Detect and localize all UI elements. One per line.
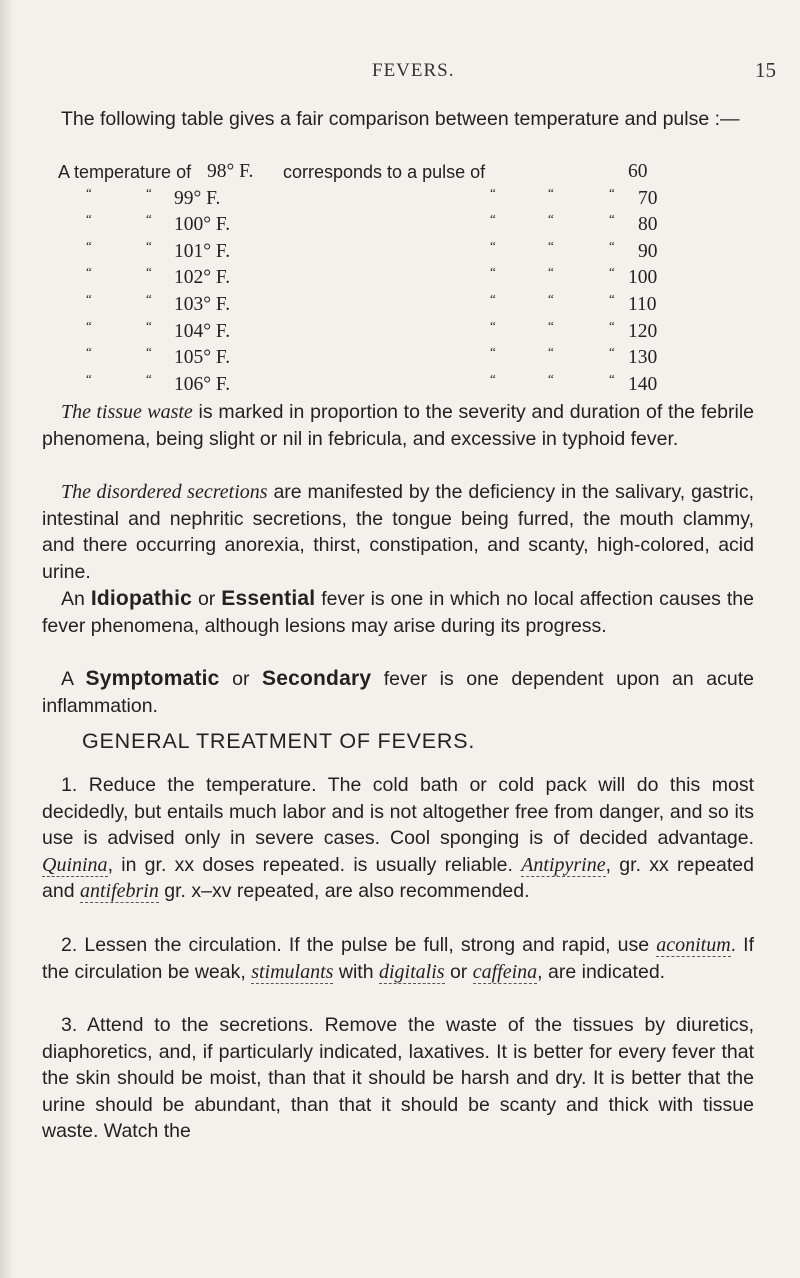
row-pulse: 100 (628, 267, 658, 289)
essential-term: Essential (221, 587, 316, 610)
item1-text-b: , in gr. xx doses repeated. is usually reliable. (107, 853, 522, 876)
ditto-mark: “ (609, 290, 615, 306)
table-row (58, 319, 763, 346)
item2-text-d: or (444, 960, 473, 983)
running-head (0, 58, 800, 88)
item1-text-d: gr. x–xv repeated, are also recommended. (158, 880, 530, 902)
ditto-mark: “ (490, 290, 496, 306)
intro-paragraph: The following table gives a fair comparison between temperature and pulse :— (61, 108, 740, 130)
drug-caffeina: caffeina (472, 960, 538, 983)
row-pulse: 120 (628, 320, 658, 342)
tissue-waste-text: is marked in proportion to the severity and duration of the febrile phenomena, being slight or nil in febricula, and excessive in typhoid fever. (42, 401, 754, 450)
row-temperature: 103° F. (174, 293, 231, 315)
ditto-mark: “ (146, 264, 152, 280)
ditto-mark: “ (609, 211, 615, 227)
ditto-mark: “ (609, 317, 615, 333)
ditto-mark: “ (86, 237, 92, 253)
ditto-mark: “ (548, 211, 554, 227)
secondary-term: Secondary (262, 667, 372, 690)
ditto-mark: “ (86, 370, 92, 386)
section-heading: GENERAL TREATMENT OF FEVERS. (82, 729, 476, 753)
ditto-mark: “ (548, 184, 554, 200)
secretions-term: The disordered secretions (61, 481, 268, 503)
row-pulse: 60 (628, 161, 648, 182)
table-row (58, 345, 763, 372)
drug-digitalis: digitalis (378, 960, 445, 983)
ditto-mark: “ (490, 370, 496, 386)
item1-text-c: , gr. xx repeated and (42, 853, 754, 902)
ditto-mark: “ (146, 237, 152, 253)
table-row (58, 372, 763, 399)
page-number: 15 (755, 58, 776, 82)
ditto-mark: “ (548, 344, 554, 360)
row-pulse: 70 (638, 187, 658, 209)
row-temperature: 100° F. (174, 214, 231, 236)
ditto-mark: “ (146, 317, 152, 333)
secretions-text: are manifested by the deficiency in the salivary, gastric, intestinal and nephritic secretions, the tongue being furred, the mouth clammy, and there occurring anorexia, thirst, constipation, and scanty, high-colored, acid urine. (42, 481, 754, 583)
row-corresponds-text: corresponds to a pulse of (283, 162, 486, 182)
item2-text-c: with (333, 960, 379, 983)
symptomatic-paragraph (42, 666, 754, 719)
idiopathic-paragraph (42, 586, 754, 639)
ditto-mark: “ (490, 264, 496, 280)
ditto-mark: “ (86, 184, 92, 200)
row-temperature: 98° F. (207, 161, 254, 182)
treatment-item-1 (42, 772, 754, 905)
ditto-mark: “ (548, 290, 554, 306)
ditto-mark: “ (548, 317, 554, 333)
row-temperature: 101° F. (174, 240, 231, 262)
item2-text-a: 2. Lessen the circulation. If the pulse be full, strong and rapid, use (61, 934, 657, 956)
row-pulse: 80 (638, 214, 658, 236)
table-row (58, 159, 763, 186)
symptomatic-term: Symptomatic (85, 667, 220, 690)
ditto-mark: “ (146, 344, 152, 360)
ditto-mark: “ (548, 264, 554, 280)
symptomatic-prefix: A (61, 668, 86, 690)
row-temperature: 106° F. (174, 373, 231, 395)
row-temperature: 102° F. (174, 267, 231, 289)
item1-text-a: 1. Reduce the temperature. The cold bath or cold pack will do this most decidedly, but entails much labor and is not altogether free from danger, and so its use is advised only in severe cases. Cool sponging is of decided advantage. (42, 774, 754, 849)
item2-text-b: . If the circulation be weak, (42, 934, 755, 983)
ditto-mark: “ (609, 237, 615, 253)
row-pulse: 140 (628, 373, 658, 395)
drug-aconitum: aconitum (656, 934, 731, 956)
tissue-waste-paragraph (42, 399, 754, 452)
ditto-mark: “ (490, 184, 496, 200)
item2-text-e: , are indicated. (537, 960, 666, 983)
idiopathic-term: Idiopathic (90, 587, 192, 610)
table-row (58, 292, 763, 319)
ditto-mark: “ (146, 184, 152, 200)
row-pulse: 90 (638, 240, 658, 262)
ditto-mark: “ (86, 290, 92, 306)
table-row (58, 186, 763, 213)
ditto-mark: “ (609, 344, 615, 360)
ditto-mark: “ (490, 211, 496, 227)
ditto-mark: “ (490, 317, 496, 333)
ditto-mark: “ (146, 290, 152, 306)
idiopathic-or: or (192, 588, 222, 610)
ditto-mark: “ (609, 184, 615, 200)
ditto-mark: “ (548, 370, 554, 386)
treatment-item-3: 3. Attend to the secretions. Remove the waste of the tissues by diuretics, diaphoretics, and, if particularly indicated, laxatives. It is better for every fever that the skin should be moist, than that it should be harsh and dry. It is better that the urine should be abundant, than that it should be scanty and thick with tissue waste. Watch the (42, 1014, 754, 1142)
row-pulse: 110 (628, 293, 657, 315)
ditto-mark: “ (146, 211, 152, 227)
drug-quinina: Quinina (42, 853, 108, 876)
drug-antifebrin: antifebrin (79, 880, 159, 902)
ditto-mark: “ (548, 237, 554, 253)
table-row (58, 239, 763, 266)
ditto-mark: “ (86, 211, 92, 227)
treatment-item-2 (42, 932, 754, 985)
temperature-pulse-table (58, 159, 763, 398)
table-row (58, 212, 763, 239)
idiopathic-text: fever is one in which no local affection causes the fever phenomena, although lesions may arise during its progress. (42, 588, 754, 637)
drug-antipyrine: Antipyrine (521, 853, 606, 876)
symptomatic-or: or (219, 668, 263, 690)
idiopathic-prefix: An (61, 588, 91, 610)
ditto-mark: “ (609, 370, 615, 386)
table-row (58, 265, 763, 292)
symptomatic-text: fever is one dependent upon an acute inflammation. (42, 668, 754, 717)
ditto-mark: “ (490, 344, 496, 360)
ditto-mark: “ (146, 370, 152, 386)
row-temperature: 99° F. (174, 187, 221, 209)
secretions-paragraph (42, 479, 754, 585)
running-head-title: FEVERS. (372, 60, 455, 81)
drug-stimulants: stimulants (251, 960, 334, 983)
tissue-waste-term: The tissue waste (61, 401, 193, 423)
ditto-mark: “ (609, 264, 615, 280)
ditto-mark: “ (490, 237, 496, 253)
row-temperature: 105° F. (174, 347, 231, 369)
ditto-mark: “ (86, 344, 92, 360)
row-pulse: 130 (628, 347, 658, 369)
row-temperature: 104° F. (174, 320, 231, 342)
ditto-mark: “ (86, 264, 92, 280)
ditto-mark: “ (86, 317, 92, 333)
row-lead-text: A temperature of (58, 162, 192, 182)
